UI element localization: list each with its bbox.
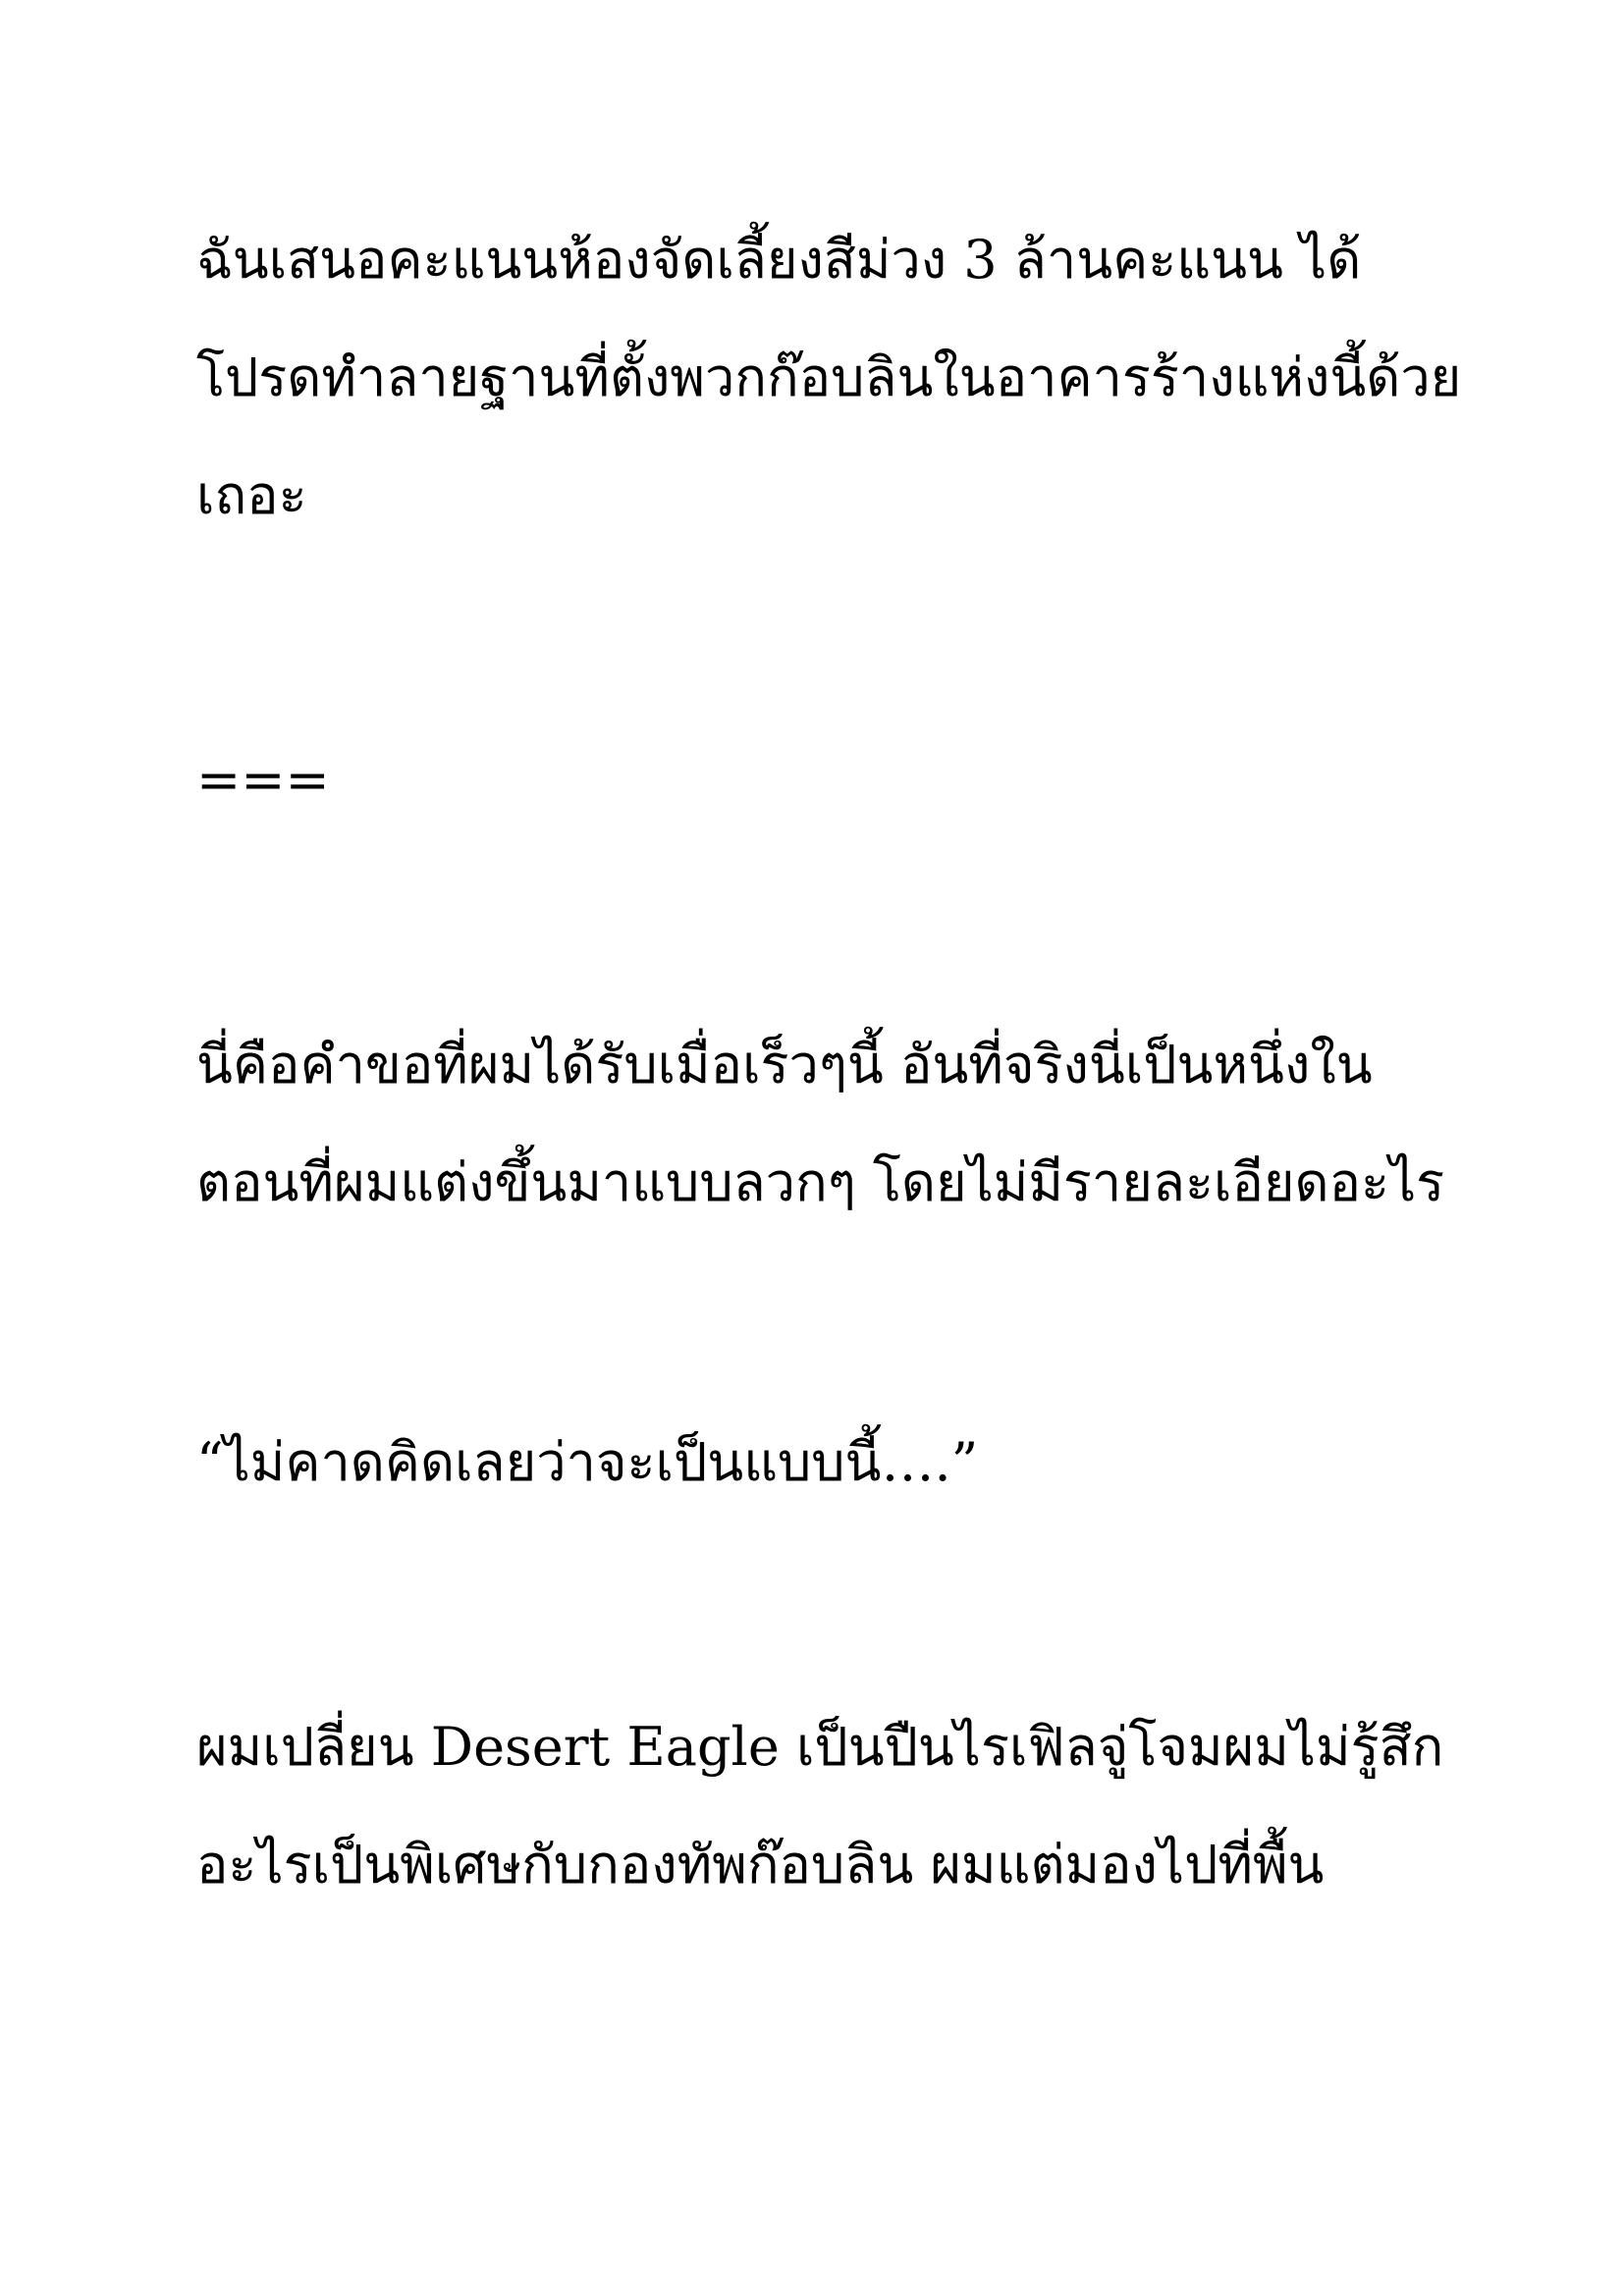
paragraph-3-line-1: ผมเปลี่ยน Desert Eagle เป็นปืนไรเฟิลจู่โจมผมไม่รู้สึก (196, 1716, 1444, 1778)
paragraph-2-line-2: ตอนที่ผมแต่งขึ้นมาแบบลวกๆ โดยไม่มีรายละเอียดอะไร (196, 1151, 1445, 1213)
section-divider: === (196, 749, 330, 811)
paragraph-1-line-2: โปรดทำลายฐานที่ตั้งพวกก๊อบลินในอาคารร้างแห่งนี้ด้วย (196, 347, 1462, 408)
paragraph-1-line-1: ฉันเสนอคะแนนห้องจัดเลี้ยงสีม่วง 3 ล้านคะแนน ได้ (196, 229, 1362, 291)
dialogue-quote: “ไม่คาดคิดเลยว่าจะเป็นแบบนี้….” (196, 1431, 979, 1493)
paragraph-3-line-2: อะไรเป็นพิเศษกับกองทัพก๊อบลิน ผมแต่มองไปที่พื้น (196, 1834, 1325, 1896)
paragraph-1-line-3: เถอะ (196, 464, 307, 526)
paragraph-2-line-1: นี่คือคำขอที่ผมได้รับเมื่อเร็วๆนี้ อันที่จริงนี่เป็นหนึ่งใน (196, 1034, 1373, 1095)
